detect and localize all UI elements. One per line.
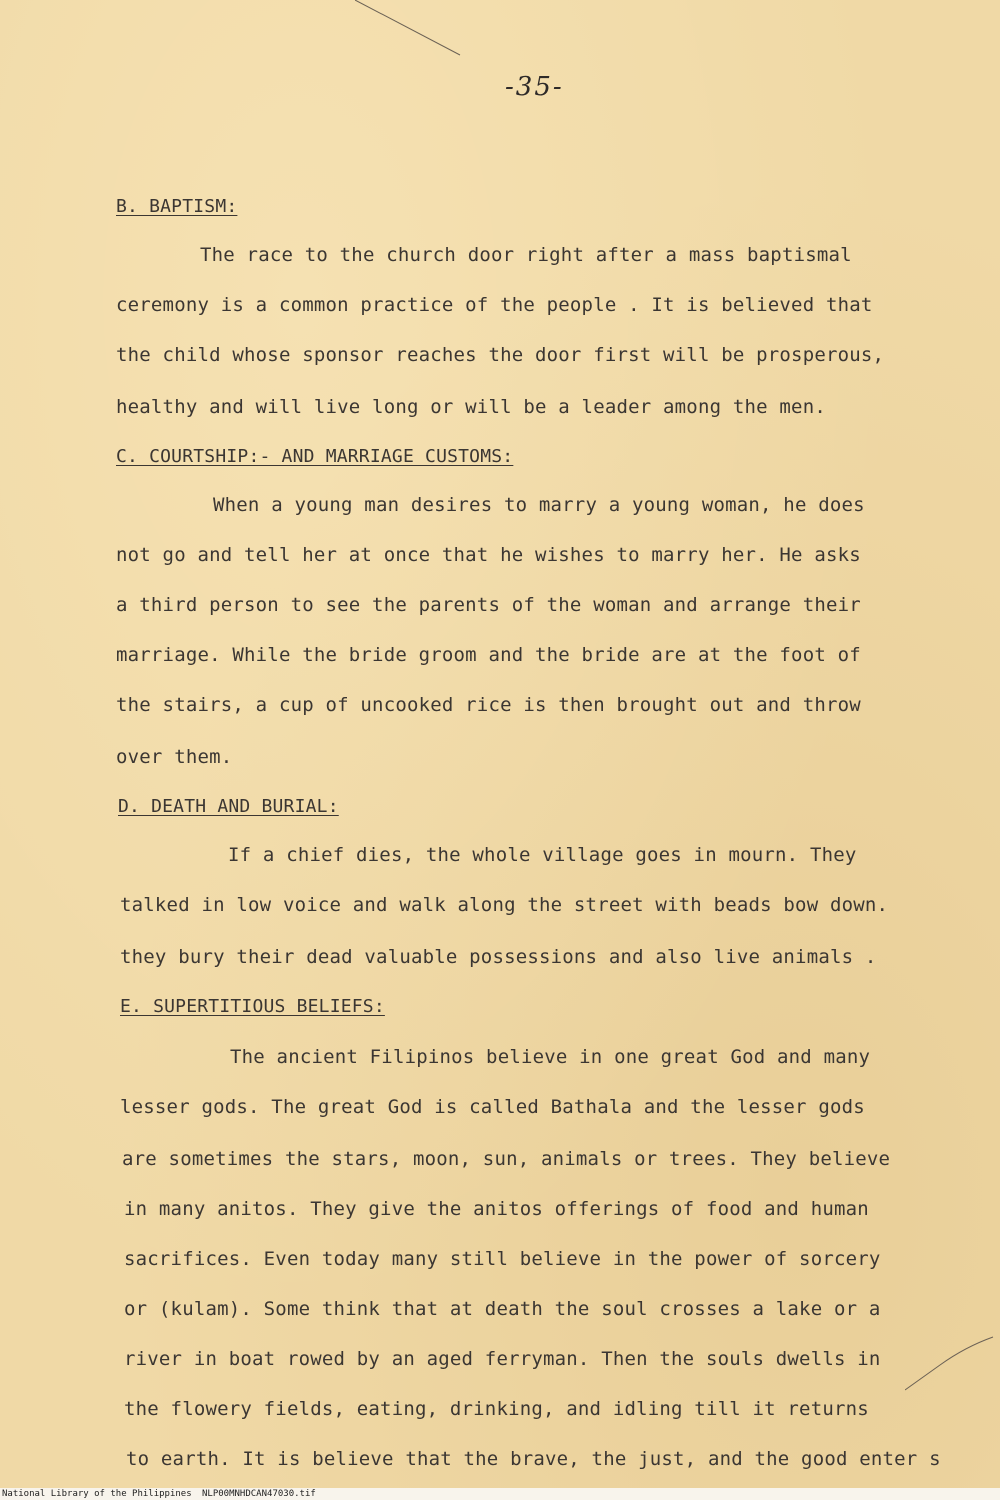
text-line: they bury their dead valuable possessions and also live animals . [120,946,877,968]
text-line: a third person to see the parents of the woman and arrange their [116,594,861,616]
text-line: lesser gods. The great God is called Bathala and the lesser gods [120,1096,865,1118]
scan-footer [0,1488,1000,1500]
section-heading-superstitious-beliefs: E. SUPERTITIOUS BELIEFS: [120,996,385,1017]
text-line: healthy and will live long or will be a leader among the men. [116,396,826,418]
text-line: When a young man desires to marry a young woman, he does [213,494,865,516]
text-line: ceremony is a common practice of the people . It is believed that [116,294,873,316]
text-line: sacrifices. Even today many still believe in the power of sorcery [124,1248,881,1270]
text-line: not go and tell her at once that he wishes to marry her. He asks [116,544,861,566]
page-number: -35- [505,72,564,102]
text-line: the flowery fields, eating, drinking, and idling till it returns [124,1398,869,1420]
text-line: the child whose sponsor reaches the door first will be prosperous, [116,344,885,366]
text-line: If a chief dies, the whole village goes in mourn. They [228,844,857,866]
section-heading-courtship: C. COURTSHIP:- AND MARRIAGE CUSTOMS: [116,446,514,467]
text-line: in many anitos. They give the anitos offerings of food and human [124,1198,869,1220]
text-line: The race to the church door right after a mass baptismal [200,244,852,266]
text-line: or (kulam). Some think that at death the soul crosses a lake or a [124,1298,881,1320]
footer-library: National Library of the Philippines [2,1489,192,1499]
footer-file-id: NLP00MNHDCAN47030.tif [202,1489,316,1499]
pencil-mark-right [905,1335,995,1395]
text-line: The ancient Filipinos believe in one great God and many [230,1046,871,1068]
section-heading-baptism: B. BAPTISM: [116,196,238,217]
section-heading-death-burial: D. DEATH AND BURIAL: [118,796,339,817]
text-line: marriage. While the bride groom and the bride are at the foot of [116,644,861,666]
text-line: to earth. It is believe that the brave, the just, and the good enter s [126,1448,941,1470]
text-line: are sometimes the stars, moon, sun, animals or trees. They believe [122,1148,891,1170]
text-line: river in boat rowed by an aged ferryman. Then the souls dwells in [124,1348,881,1370]
text-line: over them. [116,746,233,768]
text-line: the stairs, a cup of uncooked rice is then brought out and throw [116,694,861,716]
text-line: talked in low voice and walk along the street with beads bow down. [120,894,889,916]
pencil-mark-top [355,0,465,60]
